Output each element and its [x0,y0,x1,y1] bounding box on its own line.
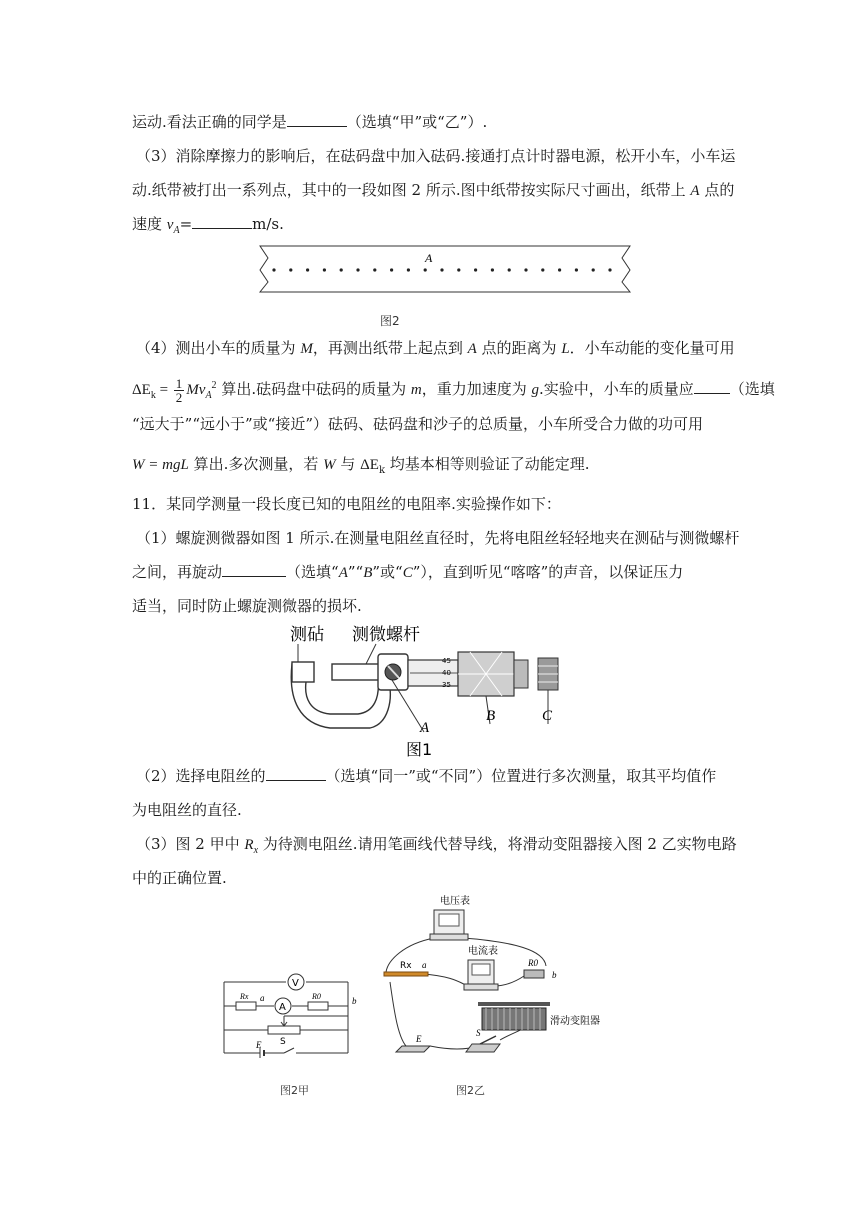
formula-rhs-sub: A [205,390,212,401]
p4-text4a: 算出.多次测量，若 [188,455,324,473]
q11-p3-text2: 中的正确位置. [132,869,227,887]
q11-p3-line-2 [132,868,227,888]
fig2a-caption: 图2甲 [280,1084,309,1097]
tape-dot [491,268,494,271]
q10-line1-text: 运动.看法正确的同学是 [132,113,287,131]
q10-p3-line-2 [132,180,734,201]
tape-dot [306,268,309,271]
q10-p4-line-4 [132,454,590,481]
formula-lhs-sub: k [150,390,156,401]
phys-b-label: b [552,970,557,980]
point-A-ref: A [690,183,700,199]
tape-dot [356,268,359,271]
q11-p3-text1b: 为待测电阻丝.请用笔画线代替导线，将滑动变阻器接入图 2 乙实物电路 [258,835,737,853]
q11-p1-text2c: ”），直到听见“喀喀”的声音，以保证压力 [412,563,684,581]
tape-dot [474,268,477,271]
option-B: B [363,565,373,581]
schematic-R0 [308,1002,328,1010]
circuit-schematic [216,968,366,1058]
p4-text4b: 与 [335,455,361,473]
mass-m: m [410,382,422,398]
tape-dot [289,268,292,271]
schematic-Rx-label: Rx [240,992,249,1001]
resistance-wire-Rx [384,972,428,976]
schematic-R0-label: R0 [312,992,321,1001]
velocity-symbol: v [166,217,174,233]
velocity-sub: A [173,225,180,236]
q10-p3-line-3 [132,214,284,241]
fig1-caption: 图1 [406,740,433,759]
label-B: B [486,708,496,724]
q11-p2-text2: 为电阻丝的直径. [132,801,242,819]
schematic-A-label: A [279,1002,286,1013]
q11-p1-line-2 [132,562,683,583]
fraction-den: 2 [175,390,183,406]
tape-dot [592,268,595,271]
formula-lhs: ΔE [132,382,151,398]
tape-dot [608,268,611,271]
q10-p3-text2a: 动.纸带被打出一系列点，其中的一段如图 2 所示.图中纸带按实际尺寸画出，纸带上 [132,181,691,199]
q10-p3-text3a: 速度 [132,215,167,233]
q11-p2-line-2 [132,800,242,820]
schematic-b-label: b [352,996,357,1006]
label-anvil: 测砧 [290,625,324,645]
phys-E-label: E [416,1034,422,1044]
tape-dot [508,268,511,271]
tape-dot [524,268,527,271]
answer-blank-mass[interactable] [694,379,730,394]
q11-p1-text2b: （选填“ [286,563,339,581]
scale-40: 40 [442,669,451,677]
q10-p3-line-1 [136,146,735,166]
tape-dot [407,268,410,271]
ammeter-label: 电流表 [468,946,498,957]
velocity-unit: m/s. [252,215,284,233]
q11-p2-text1b: （选填“同一”或“不同”）位置进行多次测量，取其平均值作 [325,767,717,785]
option-A: A [338,565,348,581]
delta-ek: ΔE [360,457,379,473]
q11-p1-mid1: ”“ [347,563,364,581]
tape-dot [575,268,578,271]
q11-p1-text3: 适当，同时防止螺旋测微器的损坏. [132,597,362,615]
q11-p3-text1a: （3）图 2 甲中 [136,835,245,853]
p4-text2d: （选填 [729,380,775,398]
rheostat-label: 滑动变阻器 [550,1016,600,1027]
resistor-R-sub: x [253,845,259,856]
micrometer-figure [270,620,580,760]
answer-blank-knob[interactable] [222,562,286,577]
schematic-a-label: a [260,993,265,1003]
q11-p1-text2a: 之间，再旋动 [132,563,223,581]
formula-ek [132,376,217,406]
q11-p2-line-1 [136,766,716,786]
paper-tape-outline [260,246,630,292]
battery-E [396,1046,430,1052]
q11-p1-line-1 [136,528,739,548]
q10-line-1 [132,112,487,132]
scale-45: 45 [442,657,451,665]
q10-p3-text1: （3）消除摩擦力的影响后，在砝码盘中加入砝码.接通打点计时器电源，松开小车，小车运 [136,147,736,165]
thimble-end [514,660,528,688]
p4-text2a: 算出.砝码盘中砝码的质量为 [216,380,411,398]
work-formula: W = mgL [132,457,189,473]
q10-p3-text2b: 点的 [699,181,735,199]
phys-R0-label: R0 [528,958,538,968]
tape-dot [373,268,376,271]
p4-text1d: ．小车动能的变化量可用 [569,339,735,357]
option-C: C [402,565,413,581]
p4-text2b: ，重力加速度为 [421,380,532,398]
p4-text4c: 均基本相等则验证了动能定理. [385,455,590,473]
tape-dot [457,268,460,271]
anvil [292,662,314,682]
phys-a-label: a [422,960,427,970]
q11-p1-text1: （1）螺旋测微器如图 1 所示.在测量电阻丝直径时，先将电阻丝轻轻地夹在测砧与测微螺杆 [136,529,740,547]
answer-blank-1[interactable] [287,112,347,127]
mass-M: M [300,341,313,357]
phys-Rx-label: Rx [400,961,412,971]
tape-dot [440,268,443,271]
schematic-rheostat [268,1026,300,1034]
q11-p2-text1a: （2）选择电阻丝的 [136,767,266,785]
delta-ek-sub: k [378,465,386,476]
q11-p3-line-1 [136,834,737,861]
spindle [332,664,380,680]
spindle-pointer-line [366,644,376,664]
tape-dot [323,268,326,271]
schematic-S-label: S [280,1037,286,1047]
work-W: W [323,457,336,473]
q11-stem-text: 11．某同学测量一段长度已知的电阻丝的电阻率.实验操作如下： [132,495,561,513]
switch-S [466,1044,500,1052]
resistor-R: R [244,837,254,853]
formula-eq: = [155,382,172,398]
tape-dot [424,268,427,271]
tape-dot [390,268,393,271]
tape-dot [272,268,275,271]
schematic-Rx [236,1002,256,1010]
voltmeter-label: 电压表 [440,896,470,907]
label-A: A [420,720,430,736]
formula-rhs-sup: 2 [211,380,217,391]
p4-text1a: （4）测出小车的质量为 [136,339,301,357]
point-A: A [467,341,477,357]
scale-35: 35 [442,681,451,689]
tape-point-A-label: A [425,251,433,265]
q10-line1-tail: （选填“甲”或“乙”）. [346,113,488,131]
p4-text1b: ，再测出纸带上起点到 [312,339,468,357]
tape-dot [558,268,561,271]
tape-dot [541,268,544,271]
schematic-V-label: V [292,978,299,989]
fraction-num: 1 [175,376,183,392]
resistor-R0 [524,970,544,978]
length-L: L [561,341,570,357]
physical-circuit [374,890,634,1070]
gravity-g: g [531,382,539,398]
equals-sign: = [179,215,193,233]
label-C: C [542,708,553,724]
p4-text2c: .实验中，小车的质量应 [538,380,694,398]
answer-blank-velocity[interactable] [192,214,252,229]
q10-p4-line-2 [132,372,775,410]
schematic-E-label: E [256,1040,262,1050]
q10-p4-line-1 [136,338,735,359]
formula-rhs: Mv [186,382,206,398]
paper-tape-figure [250,240,640,300]
fig2b-caption: 图2乙 [456,1084,485,1097]
tape-dots [272,268,611,271]
fig2-caption: 图2 [380,314,400,328]
label-spindle: 测微螺杆 [352,625,420,645]
q10-p4-line-3 [132,414,703,434]
q11-p1-mid2: ”或“ [372,563,403,581]
tape-dot [340,268,343,271]
p4-text3: “远大于”“远小于”或“接近”）砝码、砝码盘和沙子的总质量，小车所受合力做的功可用 [132,415,704,433]
answer-blank-position[interactable] [266,766,326,781]
q11-stem [132,494,561,514]
phys-S-label: S [476,1028,481,1038]
p4-text1c: 点的距离为 [476,339,562,357]
fraction-half [174,377,185,404]
q11-p1-line-3 [132,596,362,616]
